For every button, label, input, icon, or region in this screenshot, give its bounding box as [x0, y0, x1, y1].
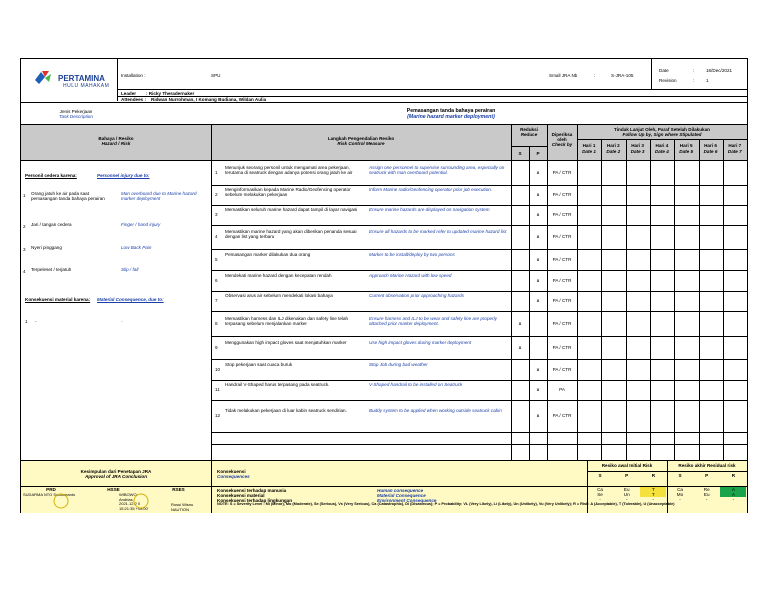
- control-number: 11: [215, 387, 220, 392]
- small-jra-label: Small JRA Nb: [549, 73, 578, 78]
- residual-risk-col: P: [705, 473, 709, 478]
- day-label-en: Date 3: [630, 149, 645, 154]
- reduce-p-mark: x: [536, 298, 540, 303]
- control-text-en: Use high impact gloves during marker deployment: [369, 339, 472, 345]
- hazard-text-en: Man overboard due to Marine hazard marker deployment: [121, 191, 197, 202]
- reduce-p-mark: x: [536, 277, 540, 283]
- company-name: PERTAMINA: [58, 74, 105, 83]
- control-text: Stop pekerjaan saat cuaca buruk: [225, 361, 293, 367]
- reduce-p-mark: x: [536, 413, 540, 418]
- check-by: PA / CTR: [552, 192, 572, 197]
- day-divider: [626, 139, 627, 460]
- residual-risk-value: Eu: [703, 492, 710, 497]
- initial-risk-value: T: [651, 487, 655, 492]
- control-text: Menginformasikan kepada Marine Radio/Geofencing operator sebelum melakukan pekerjaan: [225, 187, 351, 198]
- control-text-en: V-Shaped handrail to be installed on Seatruck: [369, 382, 463, 387]
- row-divider: [211, 400, 747, 401]
- control-text: Tidak melakukan pekerjaan di luar kabin seatruck sendirian.: [225, 408, 347, 413]
- consequence-row: Konsekuensi terhadap manusia: [217, 488, 287, 493]
- hazard-text: Jari / tangan cedera: [31, 222, 72, 227]
- day-divider: [601, 139, 602, 460]
- attendees-label: Attendees :: [121, 97, 147, 102]
- check-by: PA / CTR: [552, 234, 572, 239]
- reduce-p-mark: x: [536, 192, 540, 197]
- col-reduce-en: Reduce: [520, 132, 538, 137]
- hsse-label: HSSE: [107, 487, 120, 492]
- day-label: Hari 6: [704, 143, 717, 148]
- hazard-number: 1: [23, 193, 26, 198]
- control-number: 6: [215, 277, 218, 283]
- reduce-s-mark: x: [518, 320, 522, 326]
- row-divider: [211, 432, 747, 433]
- leader-value: : Ricky Theradernaker: [146, 91, 195, 96]
- people-hazard-title-en: Personnel injury due to:: [97, 173, 150, 178]
- hazard-text: Terpeleset / terjatuh: [31, 267, 72, 272]
- prd-signature: SUDARMA NTO Sudarmanto: [23, 492, 76, 497]
- row-divider: [211, 185, 747, 186]
- consequence-row-en: Material Consequence: [377, 493, 426, 498]
- reduce-p-mark: x: [536, 169, 540, 175]
- day-divider: [674, 139, 675, 460]
- control-text: Menunjuk seorang personil untuk mengamati area pekerjaan, terutama di seatruck dengan adanya potensi orang jatuh ke air: [225, 164, 353, 175]
- control-text-en: Stop Job during bad weather: [369, 361, 428, 367]
- row-divider: [211, 205, 747, 206]
- day-label: Hari 3: [631, 143, 644, 148]
- rses-label: RSES: [172, 487, 185, 492]
- reduce-p-mark: x: [536, 234, 540, 239]
- control-text-en: Assign one personnel to supervise surrounding area, especially on seatruck with man overboard potential.: [369, 164, 505, 175]
- jra-document: [20, 58, 748, 513]
- residual-risk-value: A: [731, 487, 735, 492]
- hazard-text-en: Slip / fall: [121, 267, 139, 272]
- hsse-signature: WIBOWO Andrias 2021.12.2 0 15:21:35 +08'00': [119, 492, 149, 511]
- control-text-en: Ensure all hazards to be marked refer to updated marine hazard list: [369, 229, 507, 234]
- initial-risk-value: -: [625, 497, 628, 502]
- control-text: Menggunakan high impact gloves saat menjatuhkan marker: [225, 339, 347, 345]
- control-text: Memastikan harness dan ILJ dikenakan dan safety line telah terpasang sebelum menjalankan marker: [225, 315, 349, 326]
- reduce-p-mark: x: [536, 256, 540, 262]
- control-text-en: Current observation prior approaching hazards: [369, 293, 464, 298]
- attendees-value: Ridwan Nurrohman, I Komang Budiana, Wildan Aulia: [151, 97, 267, 102]
- initial-risk-value: Ca: [597, 487, 603, 492]
- col-checked-en: Check by: [551, 142, 573, 147]
- consequence-row: Konsekuensi terhadap lingkungan: [217, 498, 293, 503]
- initial-risk-col: P: [625, 473, 629, 478]
- col-p: P: [536, 151, 540, 156]
- col-followup-en: Follow Up by, Sign where Stipulated: [622, 132, 702, 137]
- control-number: 1: [215, 169, 218, 175]
- residual-risk-value: -: [705, 497, 708, 502]
- residual-risk-col: S: [678, 473, 682, 478]
- material-hazard-id: -: [35, 319, 37, 324]
- hsse-stamp-icon: [126, 493, 156, 509]
- check-by: PA / CTR: [552, 413, 572, 418]
- day-label: Hari 5: [679, 143, 693, 148]
- date-label: Date: [659, 68, 669, 73]
- row-divider: [211, 380, 747, 381]
- control-number: 7: [215, 298, 218, 303]
- revision-colon: :: [693, 78, 695, 83]
- job-title-en: (Marine hazard marker deployment): [407, 114, 495, 120]
- check-by: PA / CTR: [552, 277, 572, 283]
- residual-risk-col: R: [731, 473, 736, 478]
- consequence-row: Konsekuensi material: [217, 493, 265, 498]
- hazard-text: Orang jatuh ke air pada saat pemasangan tanda bahaya perairan: [31, 191, 105, 202]
- day-label-en: Date 4: [654, 149, 669, 154]
- control-text-en: Approach Marine Hazard with low speed: [369, 272, 452, 278]
- initial-risk-value: T: [651, 492, 655, 497]
- check-by: PA / CTR: [552, 298, 572, 303]
- reduce-p-mark: x: [536, 366, 540, 372]
- row-divider: [211, 336, 747, 337]
- control-text: Handrail V-Shaped harus terpasang pada seatruck.: [225, 382, 330, 387]
- row-divider: [211, 311, 747, 312]
- people-hazard-title: Personil cedera karena:: [25, 173, 77, 178]
- initial-risk-value: Un: [623, 492, 630, 497]
- initial-risk-col: R: [651, 473, 656, 478]
- pertamina-logo: [25, 66, 115, 94]
- residual-risk-value: A: [731, 492, 735, 497]
- residual-risk-value: Mo: [676, 492, 684, 497]
- revision-label: Revision: [659, 78, 677, 83]
- day-label-en: Date 7: [727, 149, 742, 154]
- control-number: 9: [215, 344, 218, 350]
- check-by: PA / CTR: [552, 212, 572, 217]
- row-divider: [211, 359, 747, 360]
- control-number: 2: [215, 192, 218, 197]
- hazard-text-en: Low Back Pain: [121, 245, 152, 250]
- residual-risk-value: -: [679, 497, 681, 502]
- row-divider: [211, 291, 747, 292]
- row-divider: [211, 270, 747, 271]
- col-control-en: Risk Control Measure: [337, 141, 385, 146]
- reduce-p-mark: x: [536, 212, 540, 217]
- day-label: Hari 7: [728, 143, 742, 148]
- col-control: Langkah Pengendalian Resiko: [327, 136, 395, 141]
- risk-note: NOTE: S = Severity Level : Mi (Minor), Mo (Moderate), Se (Serious), Vs (Very Serious), Ca (Catastrophic), Di (Disastrous); P = Probability: VL (Very Likely), Li (Likely), Un (Unlikely), Vu (Very Unlikely); R = Risk: A (Acceptable), T (Tolerable), U (Unacceptable): [217, 502, 675, 506]
- residual-risk-title: Resiko akhir Residual risk: [678, 463, 736, 468]
- reduce-p-mark: x: [536, 387, 540, 392]
- row-divider: [211, 225, 747, 226]
- hazard-number: 2: [23, 224, 26, 229]
- day-divider: [650, 139, 651, 460]
- control-text-en: Buddy system to be applied when working outside seatruck cabin: [369, 408, 502, 413]
- initial-risk-title: Resiko awal Initial Risk: [601, 463, 653, 468]
- date-colon: :: [693, 68, 695, 73]
- check-by: PA / CTR: [552, 344, 572, 350]
- residual-risk-value: Ca: [677, 487, 683, 492]
- hazard-text: Nyeri pinggang: [31, 245, 62, 250]
- control-text-en: Marker to be install/deploy by two persons: [369, 251, 455, 257]
- col-s: S: [518, 151, 522, 156]
- revision-value: 1: [706, 78, 709, 83]
- col-reduce: Reduksi: [520, 127, 538, 132]
- consequence-row-en: Environment Consequence: [377, 498, 437, 503]
- residual-risk-value: -: [732, 497, 735, 502]
- control-text-en: Inform Marine radio/Geofencing operator prior job execution.: [369, 187, 493, 192]
- control-number: 12: [215, 413, 221, 418]
- reduce-s-mark: x: [518, 344, 522, 350]
- prd-label: PRD: [46, 487, 56, 492]
- control-text-en: Ensure harness and ILJ to be wear and safety line are properly attached prior marker deployment.: [369, 315, 497, 326]
- pertamina-logo-icon: [33, 68, 55, 90]
- control-text: Memastikan marine hazard yang akan diberikan penanda sesuai dengan list yang terbaru: [225, 229, 357, 240]
- material-hazard-en: -: [121, 319, 123, 324]
- hazard-text-en: Finger / hand injury: [121, 222, 161, 227]
- day-label-en: Date 2: [606, 149, 621, 154]
- material-hazard-title: Konsekuensi material karena:: [25, 297, 91, 302]
- initial-risk-value: -: [599, 497, 601, 502]
- conclusion-title-en: Approval of JRA Conclusion: [84, 474, 148, 479]
- hazard-number: 3: [23, 247, 26, 252]
- consequence-row-en: Human consequence: [377, 488, 424, 493]
- conclusion-title: Kesimpulan dari Penetapan JRA: [80, 469, 152, 474]
- check-by: PA / CTR: [552, 169, 572, 175]
- leader-label: Leader: [121, 91, 137, 96]
- control-number: 3: [215, 212, 218, 217]
- day-label: Hari 2: [606, 143, 620, 148]
- consequence-title: Konsekuensi: [217, 469, 246, 474]
- col-checked-2: oleh: [557, 137, 567, 142]
- day-divider: [699, 139, 700, 460]
- control-text: Mendekati marine hazard dengan kecepatan rendah: [225, 272, 332, 278]
- material-hazard-title-en: Material Consequence, due to:: [97, 297, 164, 302]
- day-label: Hari 1: [582, 143, 596, 148]
- control-text: Observasi arus air sebelum mendekati lokasi bahaya: [225, 293, 333, 298]
- hazard-number: 4: [23, 269, 26, 274]
- installation-value: SPU: [211, 73, 221, 78]
- date-value: 16/Dec/2021: [706, 68, 733, 73]
- job-label-en: Task Description: [59, 114, 93, 119]
- initial-risk-col: S: [598, 473, 602, 478]
- check-by: PA / CTR: [552, 320, 572, 326]
- residual-risk-value: Re: [703, 487, 710, 492]
- col-hazard: Bahaya / Resiko: [98, 136, 134, 141]
- rses-signature: Rossi Wisnu NAUTION: [171, 502, 194, 512]
- small-jra-value: S-JRA-105: [611, 73, 634, 78]
- day-label-en: Date 6: [703, 149, 718, 154]
- initial-risk-value: Eu: [623, 487, 630, 492]
- consequence-title-en: Consequences: [217, 474, 250, 479]
- day-label-en: Date 5: [679, 149, 694, 154]
- small-jra-colon: :: [594, 73, 596, 78]
- row-divider: [211, 249, 747, 250]
- day-label: Hari 4: [655, 143, 669, 148]
- control-text: Pemasangan marker dilakukan dua orang: [225, 251, 311, 257]
- check-by: PA / CTR: [552, 256, 572, 262]
- control-text: Memastikan seluruh marine hazard dapat tampil di layar navigasi: [225, 207, 358, 212]
- check-by: PA / CTR: [552, 366, 572, 372]
- control-number: 4: [215, 234, 218, 239]
- control-number: 10: [215, 366, 221, 372]
- row-divider: [211, 444, 747, 445]
- col-followup: Tindak Lanjut Oleh, Paraf Setelah Dilakukan: [614, 127, 710, 132]
- installation-label: Installation :: [121, 73, 146, 78]
- control-number: 8: [215, 320, 218, 326]
- material-hazard-number: 1: [25, 319, 28, 324]
- job-label: Jenis Pekerjaan: [59, 109, 93, 114]
- control-text-en: Ensure marine hazards are displayed on navigation system: [369, 207, 490, 212]
- company-subname: HULU MAHAKAM: [63, 83, 110, 89]
- day-divider: [723, 139, 724, 460]
- day-label-en: Date 1: [582, 149, 596, 154]
- check-by: PA: [559, 387, 565, 392]
- control-number: 5: [215, 256, 218, 262]
- prd-stamp-icon: [46, 493, 76, 509]
- initial-risk-value: Se: [597, 492, 603, 497]
- job-title: Pemasangan tanda bahaya perairan: [406, 108, 496, 114]
- initial-risk-value: -: [652, 497, 655, 502]
- col-hazard-en: Hazard / Risk: [101, 141, 131, 146]
- col-checked: Diperiksa: [551, 132, 573, 137]
